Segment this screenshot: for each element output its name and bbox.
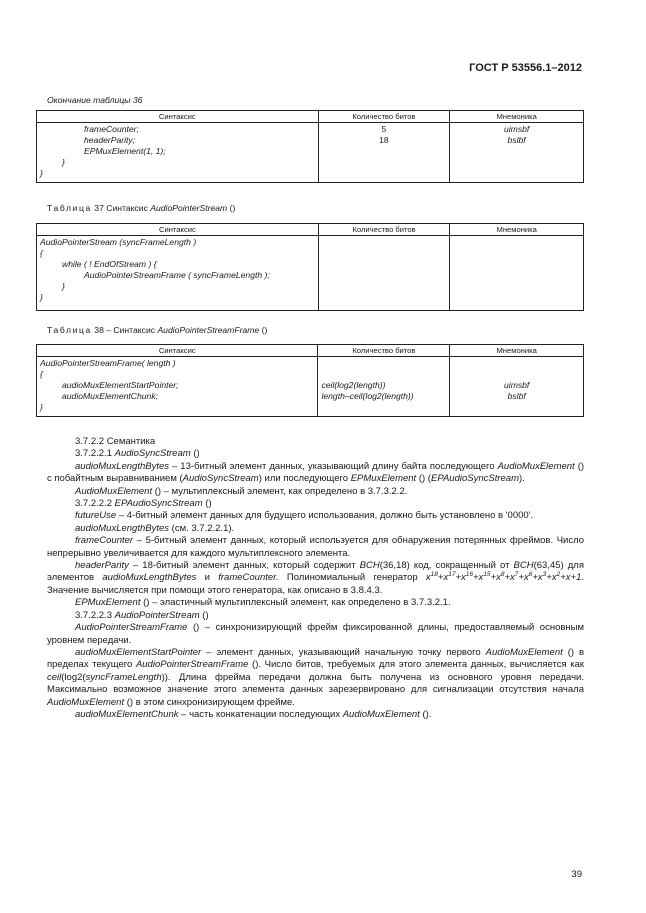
- paragraph: audioMuxElementChunk – часть конкатенации последующих AudioMuxElement ().: [75, 708, 432, 720]
- paragraph: AudioMuxElement () – мультиплексный элемент, как определено в 3.7.3.2.2.: [75, 485, 408, 497]
- table-38: [36, 344, 584, 417]
- mnemonic-cell: uimsbf bslbf: [450, 357, 584, 417]
- table-36: [36, 110, 584, 183]
- paragraph: headerParity – 18-битный элемент данных, который содержит BCH(36,18) код, сокращенный от BCH(63,45) для элементов audioMuxLengthBytes и frameCounter. Полиномиальный генератор $x^{18}+x^{17}+x^{16}+x^{15}+x^8+x^7+x^6+x^3+x^2+x+1$. Значение вычисляется при помощи этого генератора, как описано в 3.8.4.3.: [47, 560, 585, 596]
- paragraph: audioMuxLengthBytes – 13-битный элемент данных, указывающий длину байта последующего AudioMuxElement () с побайтным выравниванием (AudioSyncStream) или последующего EPMuxElement () (EPAudioSyncStream).: [47, 460, 585, 485]
- col-bits-header: Количество битов: [318, 345, 450, 357]
- standard-header: ГОСТ Р 53556.1–2012: [469, 62, 582, 74]
- semantics-section: [47, 436, 584, 721]
- page-number: 39: [571, 869, 582, 880]
- table-38-caption: Таблица 38 – Синтаксис AudioPointerStreamFrame (): [47, 325, 268, 335]
- subsection-heading: 3.7.2.2.3 AudioPointerStream (): [75, 609, 209, 621]
- section-heading: 3.7.2.2 Семантика: [75, 436, 156, 447]
- subsection-heading: 3.7.2.2.1 AudioSyncStream (): [75, 448, 200, 460]
- col-bits-header: Количество битов: [318, 111, 450, 123]
- paragraph: futureUse – 4-битный элемент данных для будущего использования, должно быть установлено в '0000'.: [75, 510, 534, 522]
- table-37: [36, 223, 584, 311]
- bits-cell: [318, 236, 450, 311]
- col-syntax-header: Синтаксис: [37, 345, 318, 357]
- col-syntax-header: Синтаксис: [37, 111, 319, 123]
- col-mnemonic-header: Мнемоника: [450, 224, 584, 236]
- paragraph: EPMuxElement () – эластичный мультиплексный элемент, как определено в 3.7.3.2.1.: [75, 597, 451, 609]
- mnemonic-cell: uimsbf bslbf: [450, 123, 584, 183]
- paragraph: AudioPointerStreamFrame () – синхронизирующий фрейм фиксированной длины, предоставляемый основным уровнем передачи.: [47, 622, 585, 646]
- mnemonic-cell: [450, 236, 584, 311]
- table-36-caption: Окончание таблицы 36: [47, 95, 143, 105]
- syntax-cell: frameCounter; headerParity; EPMuxElement(1, 1); } }: [37, 123, 319, 183]
- paragraph: frameCounter – 5-битный элемент данных, который используется для обнаружения потерянных фреймов. Число непрерывно увеличивается для каждого мультиплексного элемента.: [47, 535, 585, 559]
- paragraph: audioMuxElementStartPointer – элемент данных, указывающий начальную точку первого AudioMuxElement () в пределах текущего AudioPointerStreamFrame (). Число битов, требуемых для этого элемента данных, вычисляется как ceil(log2(syncFrameLength)). Длина фрейма передачи должна быть получена из основного уровня передачи. Максимально возможное значение этого элемента данных зарезервировано для сигнализации отсутствия начала AudioMuxElement () в этом синхронизирующем фрейме.: [47, 646, 585, 708]
- table-37-caption: Таблица 37 Синтаксис AudioPointerStream (): [47, 203, 236, 213]
- bits-cell: 5 18: [318, 123, 450, 183]
- col-mnemonic-header: Мнемоника: [450, 345, 584, 357]
- subsection-heading: 3.7.2.2.2 EPAudioSyncStream (): [75, 498, 212, 510]
- syntax-cell: AudioPointerStream (syncFrameLength ) { while ( ! EndOfStream ) { AudioPointerStreamFrame ( syncFrameLength ); } }: [37, 236, 319, 311]
- bits-cell: ceil(log2(length)) length–ceil(log2(length)): [318, 357, 450, 417]
- col-mnemonic-header: Мнемоника: [450, 111, 584, 123]
- col-syntax-header: Синтаксис: [37, 224, 319, 236]
- syntax-cell: AudioPointerStreamFrame( length ) { audioMuxElementStartPointer; audioMuxElementChunk; }: [37, 357, 318, 417]
- paragraph: audioMuxLengthBytes (см. 3.7.2.2.1).: [75, 522, 235, 534]
- col-bits-header: Количество битов: [318, 224, 450, 236]
